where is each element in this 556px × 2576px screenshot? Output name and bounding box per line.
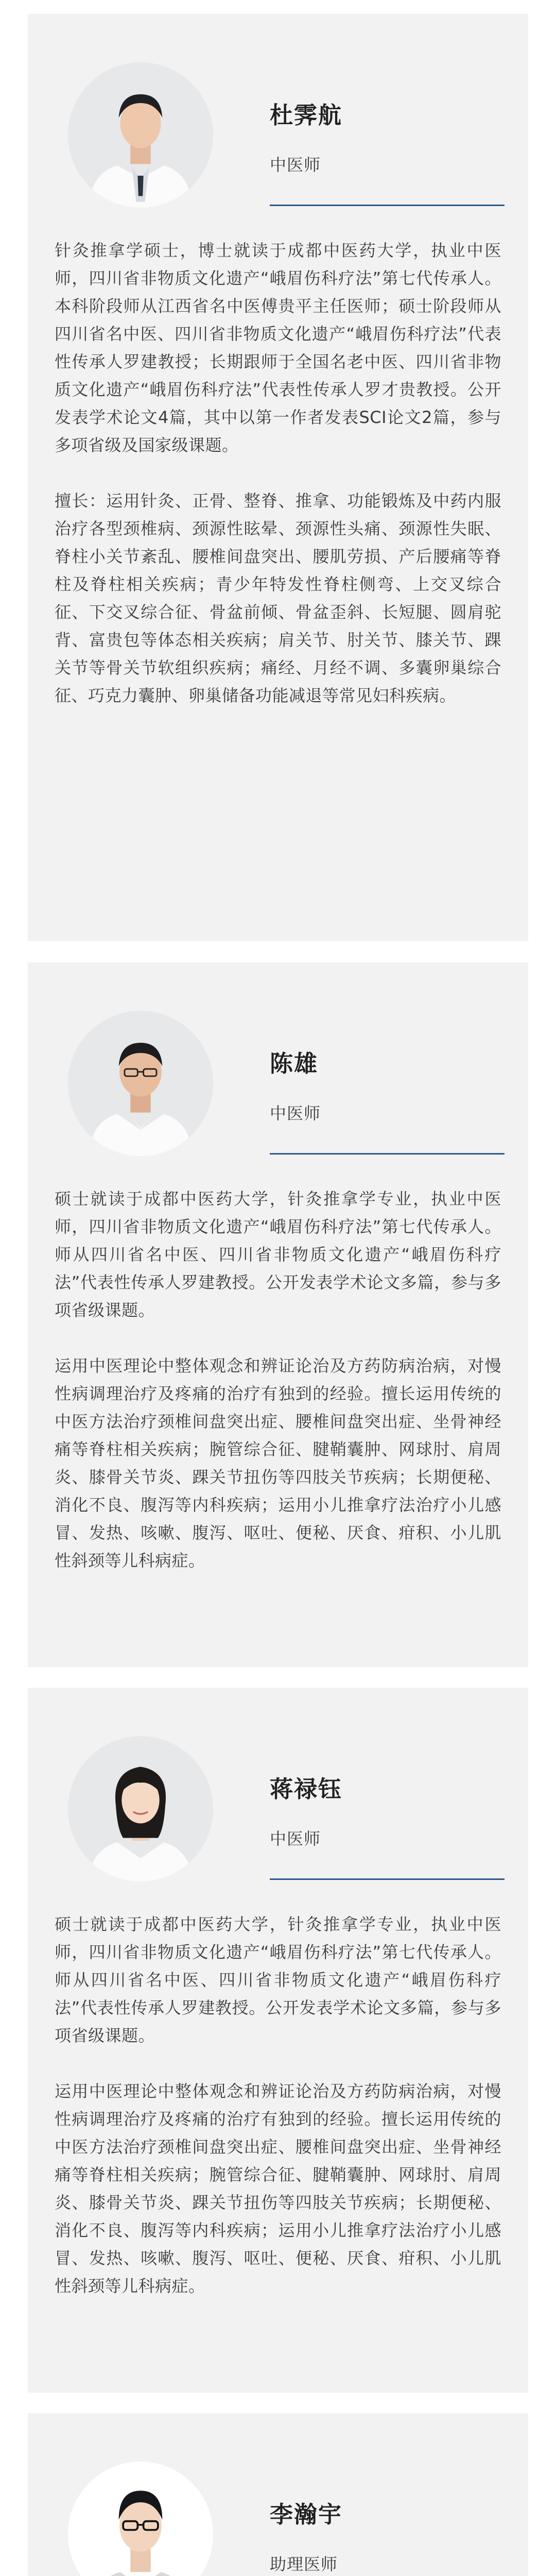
doctor-title: 中医师 — [270, 1829, 321, 1849]
doctor-avatar — [68, 1736, 213, 1882]
doctor-avatar — [68, 62, 213, 208]
doctor-card — [28, 962, 528, 1667]
doctor-name: 杜霁航 — [270, 101, 343, 129]
doctor-portrait-icon — [68, 1736, 213, 1882]
doctor-header — [55, 1688, 501, 1883]
doctor-portrait-icon — [68, 2462, 213, 2576]
doctor-name: 李瀚宇 — [270, 2501, 343, 2528]
divider — [270, 205, 505, 206]
doctor-bio — [55, 1883, 501, 2300]
doctor-card — [28, 1688, 528, 2393]
doctor-avatar — [68, 1011, 213, 1156]
doctor-card — [28, 2413, 528, 2576]
doctor-header — [55, 962, 501, 1157]
doctor-title: 中医师 — [270, 1104, 321, 1123]
bio-paragraph: 擅长：运用针灸、正骨、整脊、推拿、功能锻炼及中药内服治疗各型颈椎病、颈源性眩晕、颈源性头痛、颈源性失眠、脊柱小关节紊乱、腰椎间盘突出、腰肌劳损、产后腰痛等脊柱及脊柱相关疾病；青少年特发性脊柱侧弯、上交叉综合征、下交叉综合征、骨盆前倾、骨盆歪斜、长短腿、圆肩驼背、富贵包等体态相关疾病；肩关节、肘关节、膝关节、踝关节等骨关节软组织疾病；痛经、月经不调、多囊卵巢综合征、巧克力囊肿、卵巢储备功能减退等常见妇科疾病。 — [55, 491, 501, 705]
doctor-card — [28, 14, 528, 941]
doctor-name: 陈雄 — [270, 1050, 319, 1077]
doctor-portrait-icon — [68, 1011, 213, 1156]
doctor-header — [55, 14, 501, 209]
bio-paragraph: 运用中医理论中整体观念和辨证论治及方药防病治病，对慢性病调理治疗及疼痛的治疗有独到的经验。擅长运用传统的中医方法治疗颈椎间盘突出症、腰椎间盘突出症、坐骨神经痛等脊柱相关疾病；腕管综合征、腱鞘囊肿、网球肘、肩周炎、膝骨关节炎、踝关节扭伤等四肢关节疾病；长期便秘、消化不良、腹泻等内科疾病；运用小儿推拿疗法治疗小儿感冒、发热、咳嗽、腹泻、呕吐、便秘、厌食、疳积、小儿肌性斜颈等儿科病症。 — [55, 1356, 501, 1570]
doctor-avatar — [68, 2462, 213, 2576]
bio-paragraph: 运用中医理论中整体观念和辨证论治及方药防病治病，对慢性病调理治疗及疼痛的治疗有独到的经验。擅长运用传统的中医方法治疗颈椎间盘突出症、腰椎间盘突出症、坐骨神经痛等脊柱相关疾病；腕管综合征、腱鞘囊肿、网球肘、肩周炎、膝骨关节炎、踝关节扭伤等四肢关节疾病；长期便秘、消化不良、腹泻等内科疾病；运用小儿推拿疗法治疗小儿感冒、发热、咳嗽、腹泻、呕吐、便秘、厌食、疳积、小儿肌性斜颈等儿科病症。 — [55, 2081, 501, 2296]
doctor-name: 蒋禄钰 — [270, 1775, 343, 1803]
bio-paragraph: 硕士就读于成都中医药大学，针灸推拿学专业，执业中医师，四川省非物质文化遗产“峨眉伤科疗法”第七代传承人。师从四川省名中医、四川省非物质文化遗产“峨眉伤科疗法”代表性传承人罗建教授。公开发表学术论文多篇，参与多项省级课题。 — [55, 1914, 501, 2045]
doctor-portrait-icon — [68, 62, 213, 208]
doctor-header — [55, 2413, 501, 2576]
doctor-title: 中医师 — [270, 155, 321, 175]
divider — [270, 1153, 505, 1155]
doctor-bio — [55, 209, 501, 709]
bio-paragraph: 硕士就读于成都中医药大学，针灸推拿学专业，执业中医师，四川省非物质文化遗产“峨眉伤科疗法”第七代传承人。师从四川省名中医、四川省非物质文化遗产“峨眉伤科疗法”代表性传承人罗建教授。公开发表学术论文多篇，参与多项省级课题。 — [55, 1189, 501, 1320]
doctor-title: 助理医师 — [270, 2554, 338, 2574]
doctor-bio — [55, 1157, 501, 1574]
divider — [270, 1878, 505, 1880]
bio-paragraph: 针灸推拿学硕士，博士就读于成都中医药大学，执业中医师，四川省非物质文化遗产“峨眉伤科疗法”第七代传承人。本科阶段师从江西省名中医傅贵平主任医师；硕士阶段师从四川省名中医、四川省非物质文化遗产“峨眉伤科疗法”代表性传承人罗建教授；长期跟师于全国名老中医、四川省非物质文化遗产“峨眉伤科疗法”代表性传承人罗才贵教授。公开发表学术论文4篇，其中以第一作者发表SCI论文2篇，参与多项省级及国家级课题。 — [55, 241, 501, 455]
